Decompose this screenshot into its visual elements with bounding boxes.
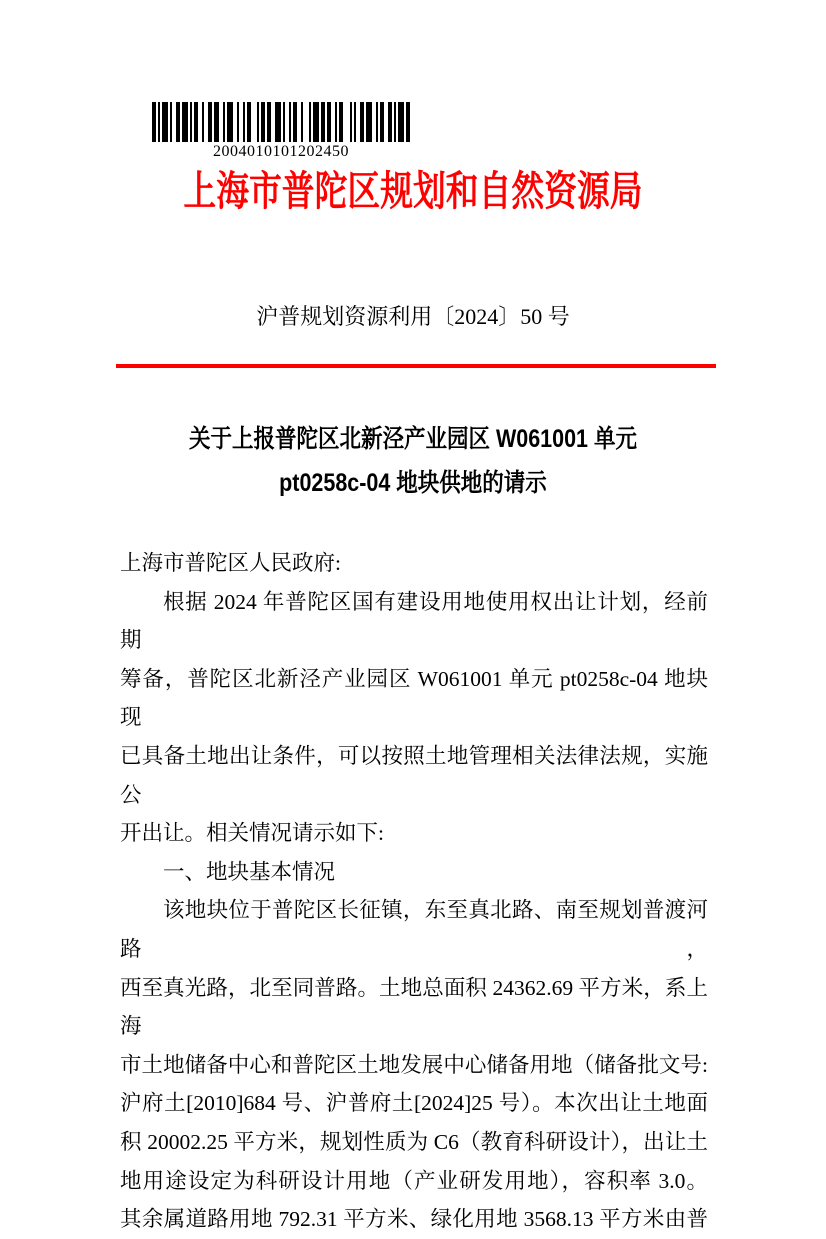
body-line: 筹备，普陀区北新泾产业园区 W061001 单元 pt0258c-04 地块现 <box>120 666 708 730</box>
document-number: 沪普规划资源利用〔2024〕50 号 <box>256 304 570 329</box>
document-title-line2: pt0258c-04 地块供地的请示 <box>279 469 547 497</box>
body-line: 沪府土[2010]684 号、沪普府土[2024]25 号）。本次出让土地面 <box>120 1091 708 1116</box>
body-line: 市土地储备中心和普陀区土地发展中心储备用地（储备批文号: <box>120 1052 708 1077</box>
salutation-line: 上海市普陀区人民政府: <box>120 551 341 575</box>
body-line: 积 20002.25 平方米，规划性质为 C6（教育科研设计），出让土 <box>120 1129 708 1154</box>
section-heading: 一、地块基本情况 <box>163 859 336 884</box>
body-line: 其余属道路用地 792.31 平方米、绿化用地 3568.13 平方米由普 <box>120 1207 708 1232</box>
red-separator-line <box>116 364 716 368</box>
document-title <box>58 417 768 505</box>
body-line: 西至真光路，北至同普路。土地总面积 24362.69 平方米，系上海 <box>120 975 708 1039</box>
body-line: 已具备土地出让条件，可以按照土地管理相关法律法规，实施公 <box>120 743 708 807</box>
body-line: 开出让。相关情况请示如下: <box>120 821 384 846</box>
agency-title: 上海市普陀区规划和自然资源局 <box>183 168 643 214</box>
barcode-block <box>152 102 410 161</box>
body-line: 根据 2024 年普陀区国有建设用地使用权出让计划，经前期 <box>120 589 708 653</box>
barcode-icon <box>152 102 410 142</box>
body-line: 地用途设定为科研设计用地（产业研发用地），容积率 3.0。 <box>120 1168 708 1193</box>
document-body <box>120 544 708 1239</box>
body-line: 该地块位于普陀区长征镇，东至真北路、南至规划普渡河路， <box>120 898 708 961</box>
barcode-number: 2004010101202450 <box>213 143 349 160</box>
document-title-line1: 关于上报普陀区北新泾产业园区 W061001 单元 <box>188 425 637 453</box>
